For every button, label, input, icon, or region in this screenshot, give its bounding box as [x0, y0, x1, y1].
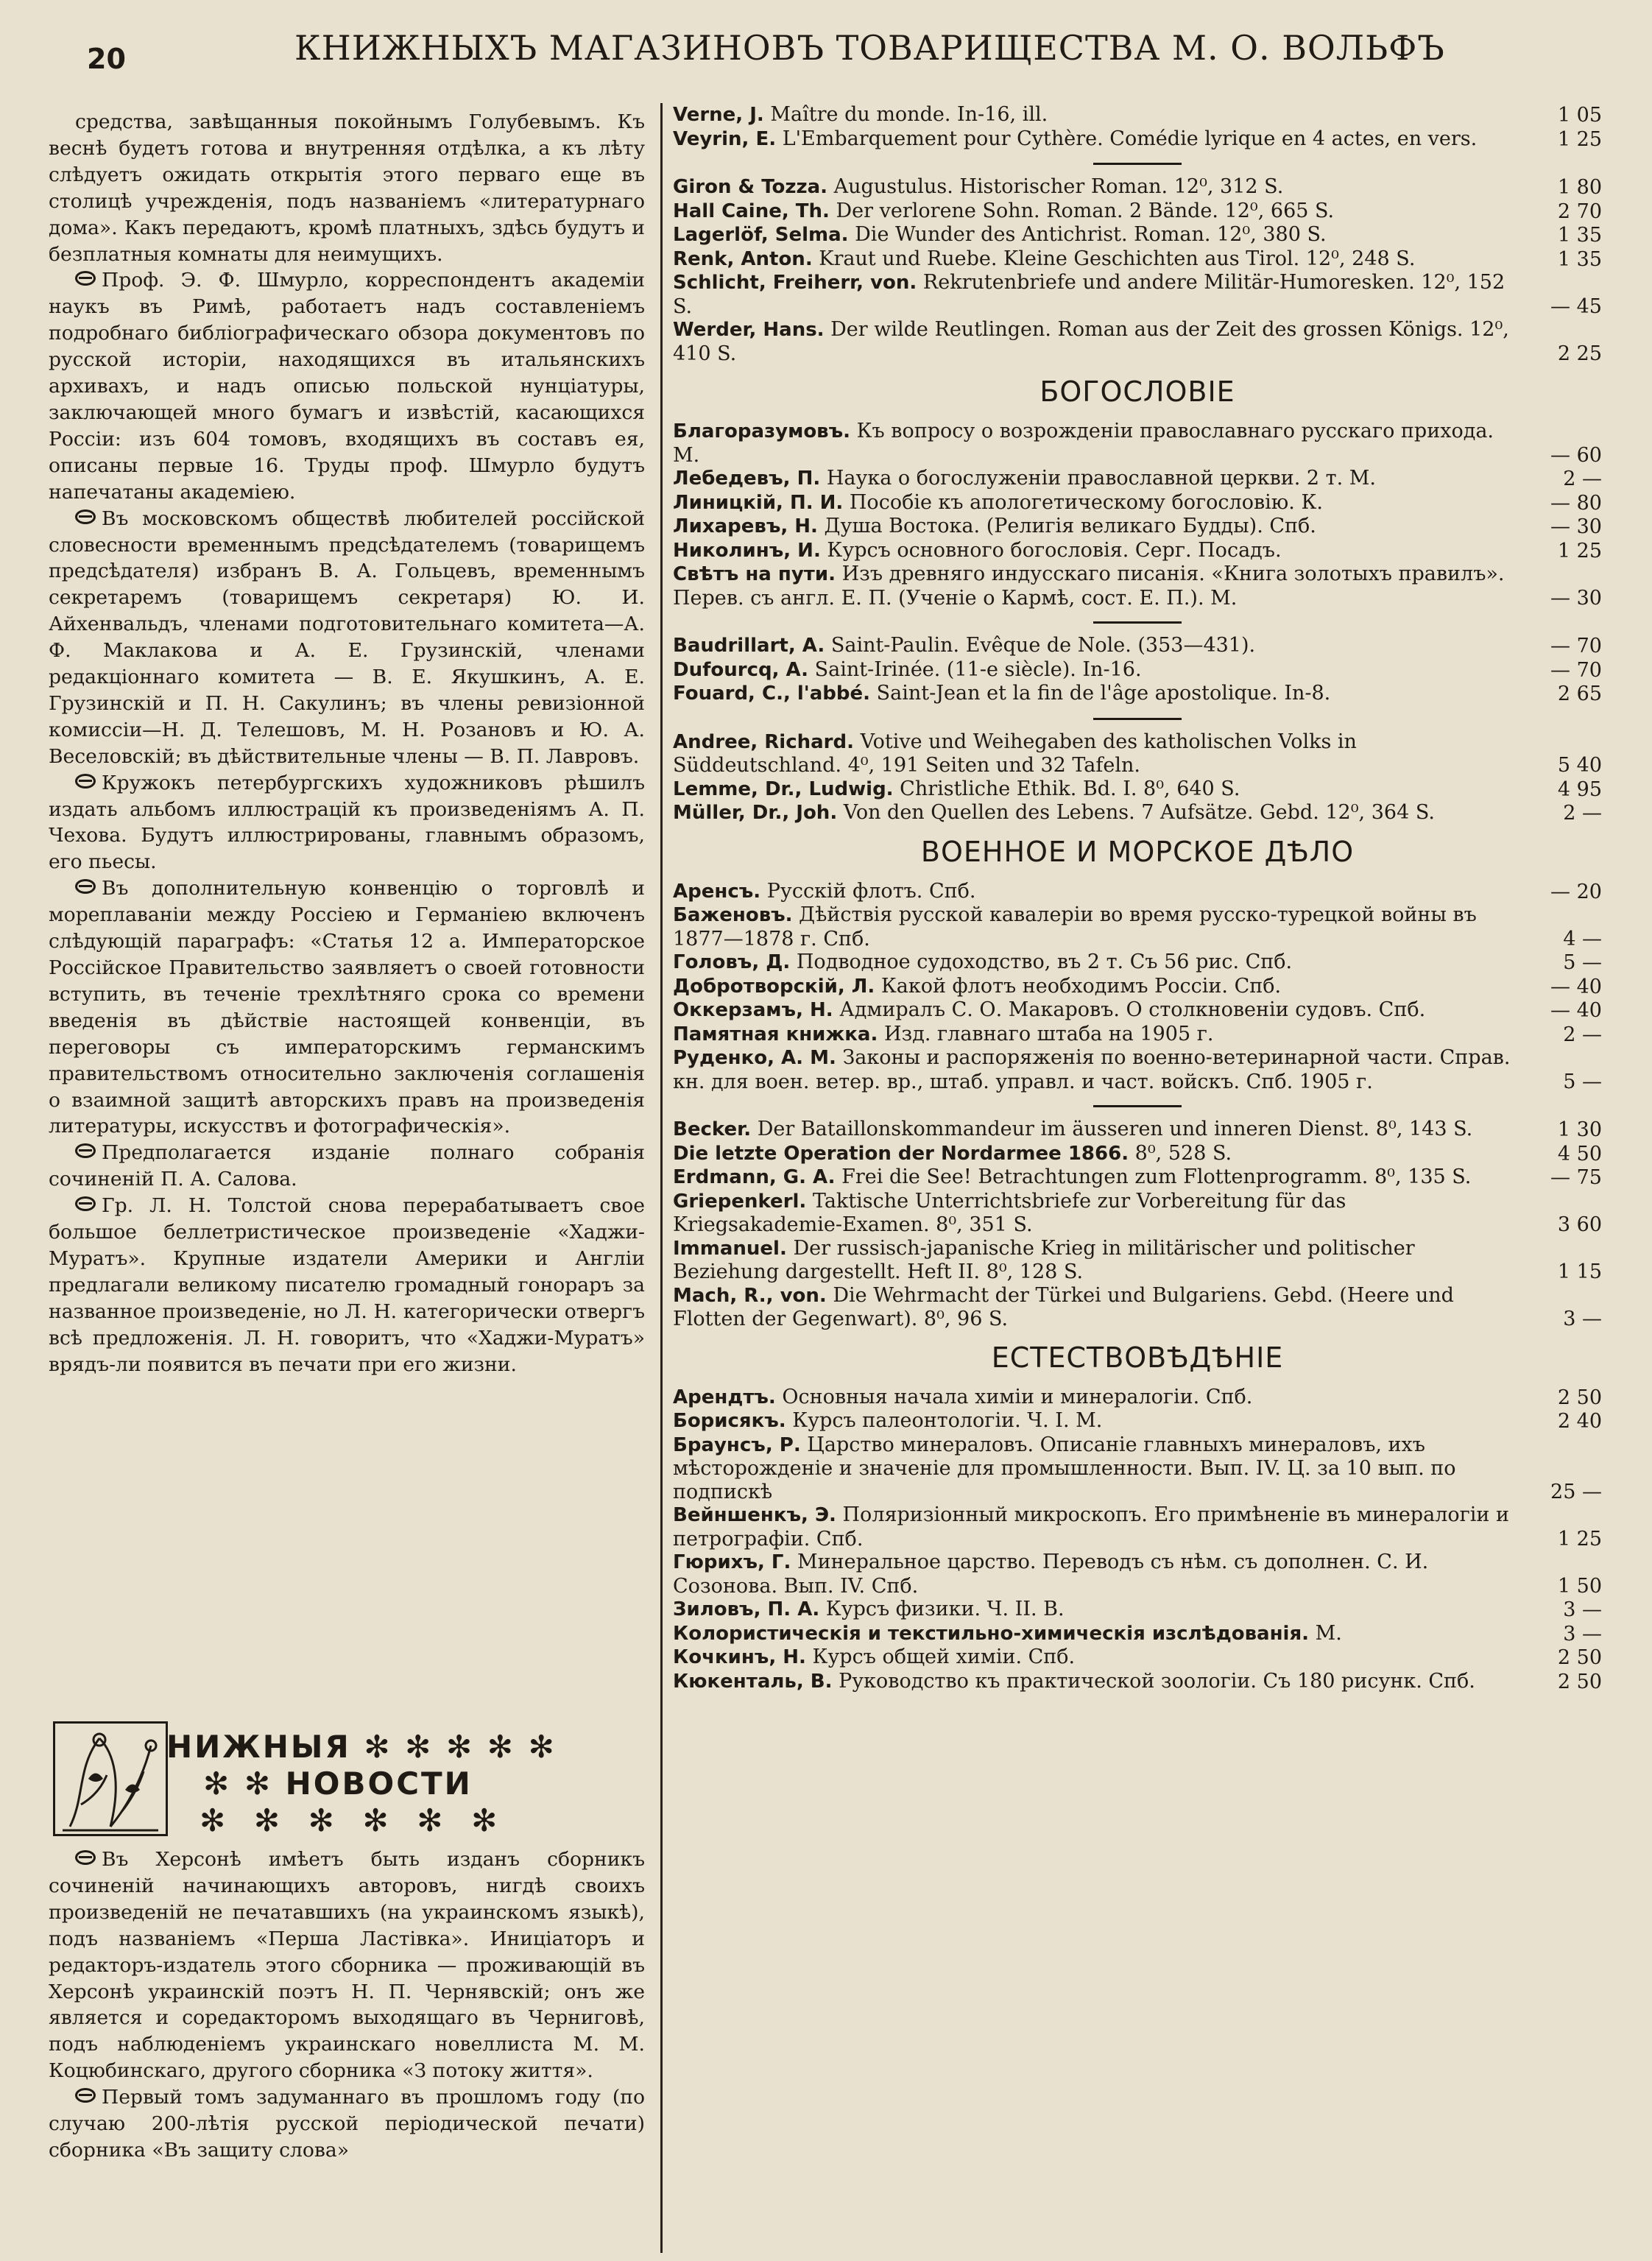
entry-author: Свѣтъ на пути. [673, 563, 836, 585]
catalog-entry [673, 562, 1602, 610]
section-separator [1093, 1105, 1182, 1107]
entry-price: 1 05 [1557, 104, 1602, 127]
entry-author: Линицкій, П. И. [673, 491, 844, 514]
section-separator [1093, 163, 1182, 165]
news-paragraph [49, 109, 645, 267]
catalog-entry [673, 1670, 1602, 1694]
entry-price: — 30 [1550, 515, 1602, 538]
entry-price: 2 50 [1557, 1646, 1602, 1669]
entry-title: Christliche Ethik. Bd. I. 8⁰, 640 S. [900, 777, 1240, 800]
entry-author: Баженовъ. [673, 904, 793, 926]
entry-author: Verne, J. [673, 104, 764, 126]
catalog-entry [673, 880, 1602, 904]
entry-author: Гюрихъ, Г. [673, 1551, 791, 1573]
entry-price: 1 35 [1557, 247, 1602, 271]
entry-author: Veyrin, E. [673, 127, 777, 150]
entry-author: Dufourcq, A. [673, 658, 809, 681]
entry-author: Müller, Dr., Joh. [673, 802, 838, 824]
entry-price: 2 25 [1557, 342, 1602, 365]
catalog-entry [673, 903, 1602, 950]
entry-author: Werder, Hans. [673, 319, 825, 341]
entry-title: Saint-Irinée. (11-e siècle). In-16. [814, 657, 1142, 681]
entry-author: Кочкинъ, Н. [673, 1646, 806, 1668]
paragraph-bullet-icon [75, 2088, 96, 2103]
entry-author: Добротворскій, Л. [673, 975, 875, 998]
entry-price: 4 50 [1557, 1142, 1602, 1165]
entry-title: Der verlorene Sohn. Roman. 2 Bände. 12⁰, 665 S. [836, 199, 1335, 222]
entry-author: Борисякъ. [673, 1410, 786, 1432]
entry-price: — 40 [1550, 975, 1602, 998]
section-separator [1093, 621, 1182, 624]
entry-author: Immanuel. [673, 1237, 787, 1260]
entry-price: 1 25 [1557, 539, 1602, 562]
entry-author: Арендтъ. [673, 1386, 776, 1408]
entry-title: Rekrutenbriefe und andere Militär-Humoresken. 12⁰, 152 S. [673, 271, 1505, 318]
entry-title: Die Wehrmacht der Türkei und Bulgariens. Gebd. (Heere und Flotten der Gegenwart). 8⁰, 96 S. [673, 1283, 1454, 1330]
news-paragraph [49, 2084, 645, 2164]
entry-author: Becker. [673, 1118, 752, 1140]
entry-price: 2 — [1563, 1023, 1602, 1046]
entry-title: Saint-Paulin. Evêque de Nole. (353—431). [830, 634, 1256, 657]
catalog-entry [673, 1046, 1602, 1093]
entry-author: Зиловъ, П. А. [673, 1598, 820, 1620]
entry-author: Andree, Richard. [673, 730, 854, 753]
entry-author: Giron & Tozza. [673, 176, 828, 198]
entry-price: 2 — [1563, 802, 1602, 825]
entry-title: Курсъ физики. Ч. II. В. [825, 1598, 1065, 1620]
paragraph-bullet-icon [75, 1850, 96, 1865]
news-paragraph [49, 1193, 645, 1378]
entry-price: 5 — [1563, 1070, 1602, 1093]
catalog-entry [673, 777, 1602, 802]
paragraph-bullet-icon [75, 1143, 96, 1158]
entry-author: Оккерзамъ, Н. [673, 999, 833, 1021]
paragraph-bullet-icon [75, 1196, 96, 1211]
entry-price: 3 — [1563, 1622, 1602, 1646]
paragraph-bullet-icon [75, 879, 96, 894]
paragraph-text: Въ дополнительную конвенцію о торговлѣ и мореплаваніи между Россіею и Германіею включенъ слѣдующій параграфъ: «Статья 12 а. Императорское Россійское Правительство заявляетъ о своей готовности вступить, въ теченіе трехлѣтняго срока со времени введенія въ дѣйствіе настоящей конвенціи, въ переговоры съ императорскимъ германскимъ правительствомъ относительно заключенія соглашенія о взаимной защитѣ авторскихъ правъ на произведенія литературы, искусствъ и фотографическія». [49, 877, 645, 1138]
entry-author: Renk, Anton. [673, 247, 813, 270]
entry-price: 5 — [1563, 951, 1602, 974]
book-news-emblem-icon [53, 1721, 168, 1836]
catalog-entry [673, 200, 1602, 224]
entry-price: 1 15 [1557, 1260, 1602, 1283]
news-paragraph [49, 1846, 645, 2084]
paragraph-text: Проф. Э. Ф. Шмурло, корреспондентъ академіи наукъ въ Римѣ, работаетъ надъ составленіемъ подробнаго библіографическаго обзора документовъ по русской исторіи, находящихся въ итальянскихъ архивахъ, и надъ описью польской нунціатуры, заключающей много бумагъ и извѣстій, касающихся Россіи: изъ 604 томовъ, входящихъ въ составъ ея, описаны первые 16. Труды проф. Шмурло будутъ напечатаны академіею. [49, 269, 645, 504]
entry-title: Augustulus. Historischer Roman. 12⁰, 312 S. [833, 175, 1284, 198]
entry-price: — 60 [1550, 443, 1602, 467]
catalog-entry [673, 223, 1602, 247]
entry-title: Царство минераловъ. Описаніе главныхъ минераловъ, ихъ мѣсторожденіе и значеніе для промышленности. Вып. IV. Ц. за 10 вып. по подпискѣ [673, 1433, 1456, 1503]
section-heading: ВОЕННОЕ И МОРСКОЕ ДѢЛО [920, 835, 1355, 868]
paragraph-text: Въ Херсонѣ имѣетъ быть изданъ сборникъ сочиненій начинающихъ авторовъ, нигдѣ своихъ произведеній не печатавшихъ (на украинскомъ языкѣ), подъ названіемъ «Перша Ластівка». Иниціаторъ и редакторъ-издатель этого сборника — проживающій въ Херсонѣ украинскій поэтъ Н. П. Чернявскій; онъ же является и соредакторомъ выходящаго въ Черниговѣ, подъ наблюденіемъ украинскаго новеллиста М. М. Коцюбинскаго, другого сборника «З потоку життя». [49, 1848, 645, 2083]
catalog-entry [673, 175, 1602, 200]
catalog-entry [673, 1598, 1602, 1622]
entry-title: Адмиралъ С. О. Макаровъ. О столкновеніи судовъ. Спб. [839, 998, 1426, 1021]
entry-author: Die letzte Operation der Nordarmee 1866. [673, 1142, 1129, 1165]
entry-author: Schlicht, Freiherr, von. [673, 272, 917, 294]
catalog-entry [673, 1646, 1602, 1670]
entry-author: Николинъ, И. [673, 539, 821, 562]
entry-title: Минеральное царство. Переводъ съ нѣм. съ дополнен. С. И. Созонова. Вып. IV. Спб. [673, 1551, 1429, 1598]
entry-title: Поляризіонный микроскопъ. Его примѣненіе въ минералогіи и петрографіи. Спб. [673, 1503, 1509, 1551]
paragraph-text: средства, завѣщанныя покойнымъ Голубевымъ. Къ веснѣ будетъ готова и внутренняя отдѣлка, а къ лѣту слѣдуетъ ожидать открытія этого перваго еще въ столицѣ учрежденія, подъ названіемъ «литературнаго дома». Какъ передаютъ, кромѣ платныхъ, здѣсь будутъ и безплатныя комнаты для неимущихъ. [49, 110, 645, 266]
news-paragraph [49, 1140, 645, 1193]
entry-title: М. [1315, 1621, 1342, 1645]
entry-price: — 45 [1550, 294, 1602, 318]
entry-author: Mach, R., von. [673, 1284, 827, 1307]
entry-price: 1 25 [1557, 127, 1602, 151]
entry-author: Вейншенкъ, Э. [673, 1504, 836, 1526]
entry-author: Baudrillart, A. [673, 635, 825, 657]
catalog-entry [673, 658, 1602, 682]
section-heading: ЕСТЕСТВОВѢДѢНІЕ [991, 1341, 1284, 1374]
entry-title: Наука о богослуженіи православной церкви. 2 т. М. [826, 467, 1377, 490]
entry-price: 4 95 [1557, 777, 1602, 801]
entry-author: Erdmann, G. A. [673, 1166, 836, 1188]
entry-title: Der wilde Reutlingen. Roman aus der Zeit des grossen Königs. 12⁰, 410 S. [673, 318, 1509, 365]
news-paragraph [49, 267, 645, 505]
book-news-text [49, 1846, 645, 2259]
paragraph-bullet-icon [75, 509, 96, 524]
catalog-entry [673, 1551, 1602, 1598]
catalog-entry [673, 539, 1602, 563]
catalog-entry [673, 1503, 1602, 1551]
entry-price: — 30 [1550, 586, 1602, 610]
entry-price: — 75 [1550, 1166, 1602, 1189]
entry-author: Griepenkerl. [673, 1190, 807, 1213]
entry-title: Пособіе къ апологетическому богословію. К. [849, 490, 1323, 514]
entry-price: — 70 [1550, 658, 1602, 682]
entry-price: — 70 [1550, 635, 1602, 657]
book-news-title-line3: ✻ ✻ ✻ ✻ ✻ ✻ [200, 1802, 506, 1838]
entry-price: 2 65 [1557, 682, 1602, 705]
entry-title: Руководство къ практической зоологіи. Съ 180 рисунк. Спб. [839, 1669, 1475, 1693]
catalog-entry [673, 634, 1602, 658]
entry-author: Колористическія и текстильно-химическія изслѣдованія. [673, 1622, 1310, 1645]
section-heading: БОГОСЛОВІЕ [1039, 375, 1235, 408]
paragraph-text: Въ московскомъ обществѣ любителей россійской словесности временнымъ предсѣдателемъ (товарищемъ предсѣдателя) избранъ В. А. Гольцевъ, временнымъ секретаремъ (товарищемъ секретаря) Ю. И. Айхенвальдъ, членами подготовительнаго комитета—А. Ф. Маклакова и А. Е. Грузинскій, членами редакціоннаго комитета — В. Е. Якушкинъ, А. Е. Грузинскій и П. Н. Сакулинъ; въ члены ревизіонной комиссіи—Н. Д. Телешовъ, М. Н. Розановъ и Ю. А. Веселовскій; въ дѣйствительные члены — В. П. Лавровъ. [49, 507, 645, 768]
entry-title: 8⁰, 528 S. [1134, 1141, 1232, 1165]
entry-title: Votive und Weihegaben des katholischen Volks in Süddeutschland. 4⁰, 191 Seiten und 32 Tafeln. [673, 730, 1357, 777]
entry-price: 25 — [1550, 1480, 1602, 1503]
entry-price: — 20 [1550, 880, 1602, 903]
catalog-entry [673, 1165, 1602, 1190]
catalog-entry [673, 801, 1602, 825]
entry-author: Аренсъ. [673, 880, 761, 903]
entry-title: Курсъ основного богословія. Серг. Посадъ. [827, 538, 1282, 562]
catalog-entry [673, 515, 1602, 539]
entry-title: Законы и распоряженія по военно-ветеринарной части. Справ. кн. для воен. ветер. вр., штаб. управл. и част. войскъ. Спб. 1905 г. [673, 1046, 1511, 1093]
entry-author: Благоразумовъ. [673, 420, 851, 442]
paragraph-bullet-icon [75, 774, 96, 789]
section-separator [1093, 718, 1182, 720]
catalog-entry [673, 103, 1602, 127]
entry-price: 3 60 [1557, 1213, 1602, 1236]
left-column-news [49, 109, 645, 1740]
entry-price: 3 — [1563, 1598, 1602, 1621]
page-number: 20 [87, 43, 126, 75]
catalog-entry [673, 318, 1602, 365]
entry-price: 1 80 [1557, 176, 1602, 199]
book-news-title-line1: НИЖНЫЯ ✻ ✻ ✻ ✻ ✻ [166, 1729, 557, 1765]
entry-author: Hall Caine, Th. [673, 200, 830, 222]
entry-title: Изд. главнаго штаба на 1905 г. [883, 1022, 1214, 1045]
entry-price: 2 70 [1557, 200, 1602, 223]
entry-title: Дѣйствія русской кавалеріи во время русско-турецкой войны въ 1877—1878 г. Спб. [673, 903, 1477, 950]
entry-title: Къ вопросу о возрожденіи православнаго русскаго прихода. М. [673, 420, 1494, 467]
entry-author: Lagerlöf, Selma. [673, 224, 849, 246]
entry-author: Памятная книжка. [673, 1023, 878, 1045]
entry-title: Русскій флотъ. Спб. [766, 879, 976, 903]
entry-price: 5 40 [1557, 754, 1602, 777]
catalog-entry [673, 467, 1602, 491]
running-head: КНИЖНЫХЪ МАГАЗИНОВЪ ТОВАРИЩЕСТВА М. О. ВОЛЬФЪ [294, 28, 1445, 68]
entry-title: Frei die See! Betrachtungen zum Flottenprogramm. 8⁰, 135 S. [841, 1165, 1472, 1188]
entry-title: Курсъ палеонтологіи. Ч. I. М. [792, 1409, 1103, 1432]
entry-price: 2 50 [1557, 1670, 1602, 1693]
entry-author: Лихаревъ, Н. [673, 515, 818, 537]
catalog-entry [673, 491, 1602, 515]
entry-price: 2 40 [1557, 1410, 1602, 1433]
entry-author: Кюкенталь, В. [673, 1670, 833, 1693]
paragraph-text: Предполагается изданіе полнаго собранія сочиненій П. А. Салова. [49, 1141, 645, 1191]
entry-price: 1 25 [1557, 1527, 1602, 1551]
catalog-entry [673, 1142, 1602, 1166]
entry-title: Saint-Jean et la fin de l'âge apostolique. In-8. [876, 682, 1331, 705]
catalog-entry [673, 1622, 1602, 1646]
entry-author: Лебедевъ, П. [673, 468, 821, 490]
paragraph-text: Кружокъ петербургскихъ художниковъ рѣшилъ издать альбомъ иллюстрацій къ произведеніямъ А. П. Чехова. Будутъ иллюстрированы, главнымъ образомъ, его пьесы. [49, 771, 645, 874]
entry-author: Головъ, Д. [673, 951, 791, 973]
entry-title: L'Embarquement pour Cythère. Comédie lyrique en 4 actes, en vers. [782, 127, 1478, 150]
catalog-entry [673, 1023, 1602, 1047]
entry-price: 1 35 [1557, 224, 1602, 247]
entry-author: Fouard, C., l'abbé. [673, 682, 871, 705]
news-paragraph [49, 770, 645, 876]
entry-price: 3 — [1563, 1308, 1602, 1330]
entry-title: Изъ древняго индусскаго писанія. «Книга золотыхъ правилъ». Перев. съ англ. Е. П. (Ученіе о Кармѣ, сост. Е. П.). М. [673, 562, 1505, 610]
book-news-title-line2: ✻ ✻ НОВОСТИ [203, 1766, 473, 1802]
entry-title: Die Wunder des Antichrist. Roman. 12⁰, 380 S. [855, 223, 1327, 246]
catalog-entry [673, 1433, 1602, 1504]
catalog-entry [673, 682, 1602, 706]
entry-price: — 80 [1550, 491, 1602, 515]
catalog-entry [673, 1237, 1602, 1284]
entry-price: 4 — [1563, 927, 1602, 950]
catalog-entry [673, 420, 1602, 467]
catalog-entry [673, 1284, 1602, 1331]
catalog-entry [673, 998, 1602, 1023]
entry-title: Душа Востока. (Религія великаго Будды). Спб. [824, 515, 1316, 537]
entry-price: — 40 [1550, 999, 1602, 1022]
entry-title: Курсъ общей химіи. Спб. [812, 1646, 1076, 1668]
news-paragraph [49, 506, 645, 770]
catalog-entry [673, 127, 1602, 152]
catalog-entry [673, 247, 1602, 272]
column-divider [660, 103, 663, 2253]
entry-price: 2 50 [1557, 1386, 1602, 1409]
catalog-entry [673, 1386, 1602, 1410]
entry-price: 1 30 [1557, 1118, 1602, 1141]
catalog-entry [673, 950, 1602, 975]
entry-title: Taktische Unterrichtsbriefe zur Vorbereitung für das Kriegsakademie-Examen. 8⁰, 351 S. [673, 1189, 1346, 1236]
book-news-heading [49, 1715, 645, 1841]
entry-title: Maître du monde. In-16, ill. [770, 103, 1048, 126]
entry-title: Der Bataillonskommandeur im äusseren und inneren Dienst. 8⁰, 143 S. [757, 1118, 1473, 1140]
catalog-entry [673, 1118, 1602, 1142]
entry-author: Lemme, Dr., Ludwig. [673, 777, 894, 800]
paragraph-text: Первый томъ задуманнаго въ прошломъ году (по случаю 200-лѣтія русской періодической печати) сборника «Въ защиту слова» [49, 2086, 645, 2162]
entry-title: Основныя начала химіи и минералогіи. Спб. [782, 1385, 1253, 1408]
entry-title: Какой флотъ необходимъ Россіи. Спб. [880, 974, 1282, 998]
entry-price: 1 50 [1557, 1574, 1602, 1598]
catalog-entry [673, 975, 1602, 999]
paragraph-bullet-icon [75, 271, 96, 286]
entry-title: Подводное судоходство, въ 2 т. Съ 56 рис. Спб. [796, 950, 1293, 973]
entry-price: 2 — [1563, 468, 1602, 490]
entry-author: Руденко, А. М. [673, 1047, 836, 1069]
entry-author: Браунсъ, Р. [673, 1433, 801, 1456]
catalog-entry [673, 1409, 1602, 1433]
paragraph-text: Гр. Л. Н. Толстой снова перерабатываетъ свое большое беллетристическое произведеніе «Хаджи-Муратъ». Крупные издатели Америки и Англіи предлагали великому писателю громадный гонораръ за названное произведеніе, но Л. Н. категорически отвергъ всѣ предложенія. Л. Н. говоритъ, что «Хаджи-Муратъ» врядъ-ли появится въ печати при его жизни. [49, 1194, 645, 1376]
entry-title: Kraut und Ruebe. Kleine Geschichten aus Tirol. 12⁰, 248 S. [819, 247, 1416, 270]
catalog-entry [673, 730, 1602, 777]
catalog-entry [673, 1190, 1602, 1237]
entry-title: Der russisch-japanische Krieg in militärischer und politischer Beziehung dargestellt. Heft II. 8⁰, 128 S. [673, 1236, 1415, 1283]
catalog-entry [673, 271, 1602, 318]
news-paragraph [49, 875, 645, 1140]
entry-title: Von den Quellen des Lebens. 7 Aufsätze. Gebd. 12⁰, 364 S. [843, 801, 1435, 824]
right-column-catalog [673, 103, 1602, 2257]
